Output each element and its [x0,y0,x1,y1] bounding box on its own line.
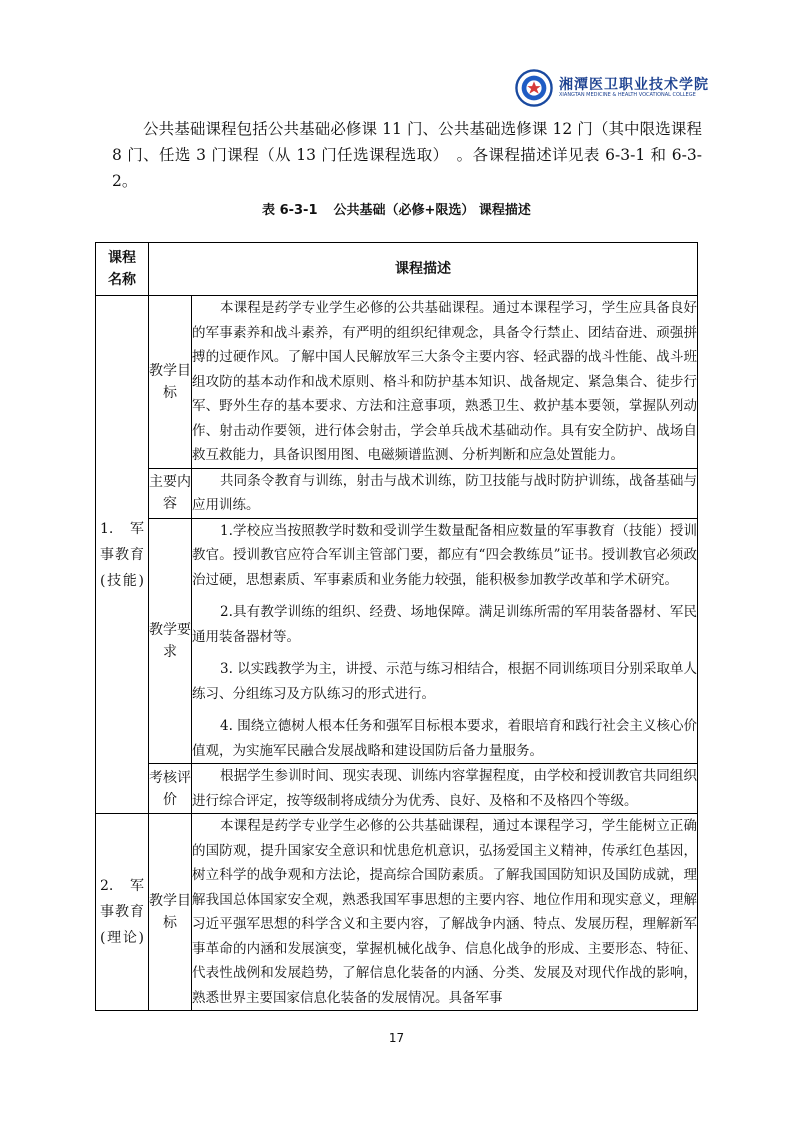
aspect-label: 教学要求 [149,518,192,764]
logo-english-name: XIANGTAN MEDICINE & HEALTH VOCATIONAL COLLEGE [559,91,696,98]
description-cell [192,814,698,1011]
description-paragraph: 根据学生参训时间、现实表现、训练内容掌握程度，由学校和授训教官共同组织进行综合评定，按等级制将成绩分为优秀、良好、及格和不及格四个等级。 [192,768,697,809]
description-cell [192,518,698,764]
description-paragraph: 共同条令教育与训练，射击与战术训练，防卫技能与战时防护训练，战备基础与应用训练。 [192,472,697,513]
table-caption [0,199,793,218]
table-header-row [96,243,698,296]
description-cell [192,764,698,814]
logo-chinese-name: 湘潭医卫职业技术学院 [559,77,709,94]
table-row [96,468,698,518]
course-description-table [95,242,698,1011]
course-name-cell: 1. 军事教育(技能) [96,296,149,814]
header-course-description: 课程描述 [149,243,698,296]
page-number: 17 [388,1031,405,1045]
header-course-name: 课程名称 [96,243,149,296]
table-row [96,518,698,764]
aspect-label: 主要内容 [149,468,192,518]
description-cell [192,296,698,469]
college-logo [515,68,715,108]
description-paragraph: 本课程是药学专业学生必修的公共基础课程，通过本课程学习，学生能树立正确的国防观，提升国家安全意识和忧患危机意识，弘扬爱国主义精神，传承红色基因，树立科学的战争观和方法论，提高综合国防素质。了解我国国防知识及国防成就，理解我国总体国家安全观，熟悉我国军事思想的主要内容、地位作用和现实意义，理解习近平强军思想的科学含义和主要内容，了解战争内涵、特点、发展历程，理解新军事革命的内涵和发展演变，掌握机械化战争、信息化战争的形成、主要形态、特征、代表性战例和发展趋势，了解信息化装备的内涵、分类、发展及对现代作战的影响，熟悉世界主要国家信息化装备的发展情况。具备军事 [192,818,697,1006]
description-paragraph: 本课程是药学专业学生必修的公共基础课程。通过本课程学习，学生应具备良好的军事素养和战斗素养，有严明的组织纪律观念，具备令行禁止、团结奋进、顽强拼搏的过硬作风。了解中国人民解放军三大条令主要内容、轻武器的战斗性能、战斗班组攻防的基本动作和战术原则、格斗和防护基本知识、战备规定、紧急集合、徒步行军、野外生存的基本要求、方法和注意事项，熟悉卫生、救护基本要领，掌握队列动作、射击动作要领，进行体会射击，学会单兵战术基础动作。具有安全防护、战场自救互救能力，具备识图用图、电磁频谱监测、分析判断和应急处置能力。 [192,300,697,463]
table-row [96,764,698,814]
college-emblem-icon [515,69,553,107]
course-name-cell: 2. 军事教育(理论) [96,814,149,1011]
intro-paragraph: 公共基础课程包括公共基础必修课 11 门、公共基础选修课 12 门（其中限选课程 8 门、任选 3 门课程（从 13 门任选课程选取） 。各课程描述详见表 6-3-1 和 6-3-2。 [112,120,702,190]
description-paragraph: 2.具有教学训练的组织、经费、场地保障。满足训练所需的军用装备器材、军民通用装备器材等。 [192,604,697,645]
table-caption-title: 公共基础（必修+限选） 课程描述 [333,203,531,218]
description-cell [192,468,698,518]
table-row [96,296,698,469]
aspect-label: 教学目标 [149,814,192,1011]
description-paragraph: 4. 围绕立德树人根本任务和强军目标根本要求，着眼培育和践行社会主义核心价值观，为实施军民融合发展战略和建设国防后备力量服务。 [192,718,697,759]
aspect-label: 考核评价 [149,764,192,814]
table-caption-number: 表 6-3-1 [262,203,318,218]
table-row [96,814,698,1011]
description-paragraph: 3. 以实践教学为主，讲授、示范与练习相结合，根据不同训练项目分别采取单人练习、分组练习及方队练习的形式进行。 [192,661,697,702]
description-paragraph: 1.学校应当按照教学时数和受训学生数量配备相应数量的军事教育（技能）授训教官。授训教官应符合军训主管部门要，都应有“四会教练员”证书。授训教官必须政治过硬，思想素质、军事素质和业务能力较强，能积极参加教学改革和学术研究。 [192,522,697,588]
aspect-label: 教学目标 [149,296,192,469]
